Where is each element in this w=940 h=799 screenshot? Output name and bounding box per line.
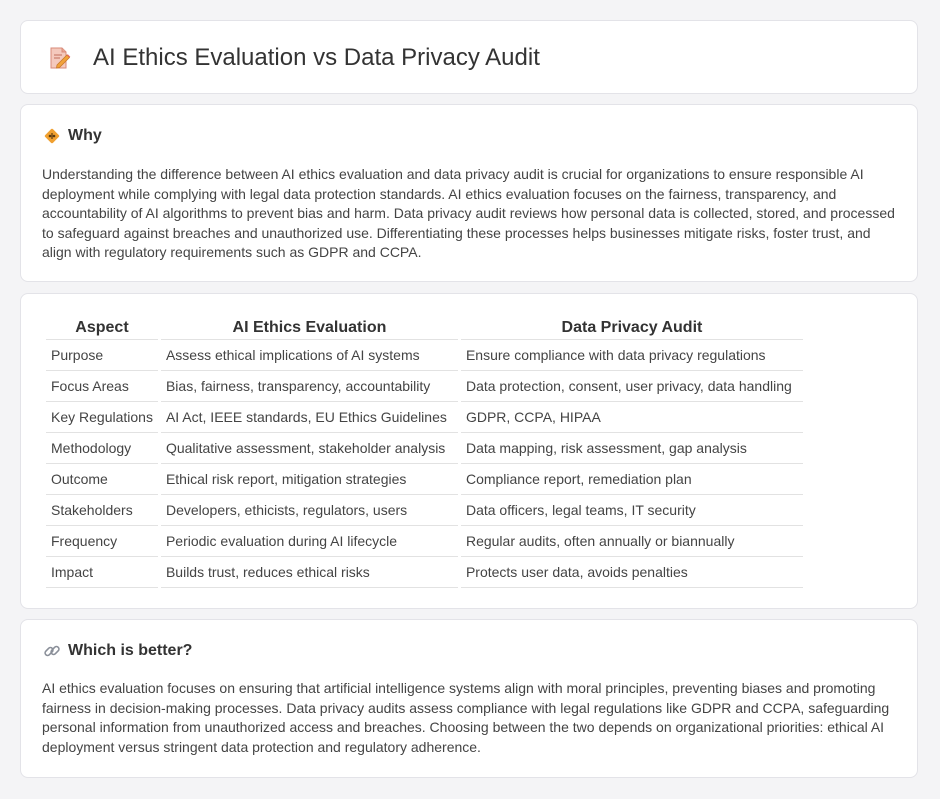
why-title: Why [68, 127, 102, 144]
cell-data-privacy: Ensure compliance with data privacy regulations [461, 340, 803, 371]
comparison-table [43, 314, 806, 588]
table-row [46, 526, 803, 557]
column-header-ai-ethics: AI Ethics Evaluation [161, 314, 458, 340]
page-title: AI Ethics Evaluation vs Data Privacy Audit [93, 44, 540, 71]
cell-aspect: Key Regulations [46, 402, 158, 433]
cell-data-privacy: Data protection, consent, user privacy, data handling [461, 371, 803, 402]
table-row [46, 557, 803, 588]
title-row [47, 43, 540, 73]
table-header-row [46, 314, 803, 340]
table-row [46, 371, 803, 402]
link-icon [43, 642, 61, 660]
cell-ai-ethics: Bias, fairness, transparency, accountability [161, 371, 458, 402]
cell-ai-ethics: Qualitative assessment, stakeholder analysis [161, 433, 458, 464]
table-row [46, 433, 803, 464]
cell-data-privacy: Data officers, legal teams, IT security [461, 495, 803, 526]
cell-aspect: Purpose [46, 340, 158, 371]
cell-ai-ethics: Assess ethical implications of AI systems [161, 340, 458, 371]
cell-ai-ethics: Builds trust, reduces ethical risks [161, 557, 458, 588]
cell-ai-ethics: Ethical risk report, mitigation strategies [161, 464, 458, 495]
better-title: Which is better? [68, 642, 193, 659]
table-row [46, 402, 803, 433]
cell-ai-ethics: Periodic evaluation during AI lifecycle [161, 526, 458, 557]
cell-aspect: Methodology [46, 433, 158, 464]
cell-data-privacy: GDPR, CCPA, HIPAA [461, 402, 803, 433]
cell-aspect: Impact [46, 557, 158, 588]
table-row [46, 340, 803, 371]
cell-aspect: Focus Areas [46, 371, 158, 402]
column-header-aspect: Aspect [46, 314, 158, 340]
why-text: Understanding the difference between AI ethics evaluation and data privacy audit is crucial for organizations to ensure responsible AI deployment while complying with legal data protection standards. AI ethics evaluation focuses on the fairness, transparency, and accountability of AI algorithms to prevent bias and harm. Data privacy audit reviews how personal data is collected, stored, and processed to safeguard against breaches and unauthorized use. Differentiating these processes helps businesses mitigate risks, foster trust, and align with regulatory requirements such as GDPR and CCPA. [42, 166, 895, 261]
why-section [20, 104, 918, 282]
cell-aspect: Outcome [46, 464, 158, 495]
better-header [43, 641, 192, 661]
cell-data-privacy: Protects user data, avoids penalties [461, 557, 803, 588]
table-row [46, 464, 803, 495]
document-pencil-icon [47, 46, 71, 70]
cell-ai-ethics: Developers, ethicists, regulators, users [161, 495, 458, 526]
table-row [46, 495, 803, 526]
cell-ai-ethics: AI Act, IEEE standards, EU Ethics Guidelines [161, 402, 458, 433]
better-text: AI ethics evaluation focuses on ensuring that artificial intelligence systems align with moral principles, preventing biases and promoting fairness in decision-making processes. Data privacy audits assess compliance with legal regulations like GDPR and CCPA, safeguarding personal information from unauthorized access and breaches. Choosing between the two depends on organizational priorities: ethical AI deployment versus stringent data protection and regulatory adherence. [42, 680, 890, 755]
comparison-section [20, 293, 918, 609]
cell-data-privacy: Regular audits, often annually or biannually [461, 526, 803, 557]
cell-aspect: Frequency [46, 526, 158, 557]
cell-data-privacy: Compliance report, remediation plan [461, 464, 803, 495]
title-card [20, 20, 918, 94]
diamond-warning-icon [43, 127, 61, 145]
why-header [43, 126, 102, 146]
column-header-data-privacy: Data Privacy Audit [461, 314, 803, 340]
cell-aspect: Stakeholders [46, 495, 158, 526]
which-is-better-section [20, 619, 918, 778]
cell-data-privacy: Data mapping, risk assessment, gap analysis [461, 433, 803, 464]
